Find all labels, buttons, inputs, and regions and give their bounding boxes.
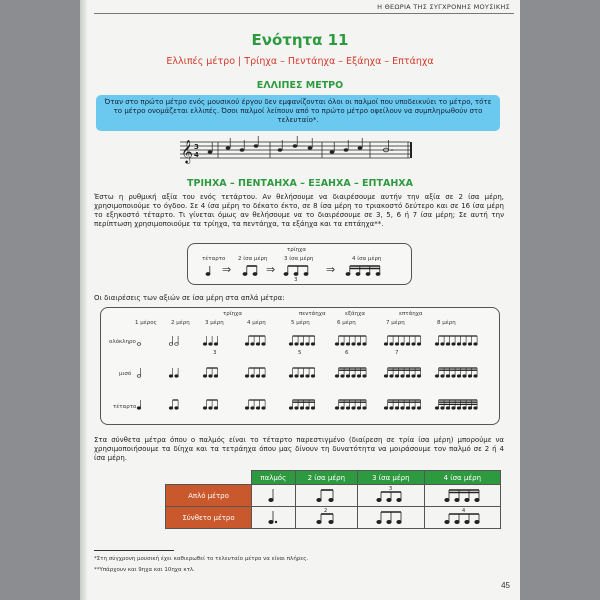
note-head: [256, 407, 260, 410]
note-head: [401, 375, 405, 378]
header-rule: [94, 13, 514, 14]
grid-tuplet-name: επτάηχα: [399, 311, 423, 317]
note-head: [363, 375, 367, 378]
svg-text:3: 3: [388, 485, 393, 492]
note-head: [463, 407, 467, 410]
note-head: [457, 407, 461, 410]
note-head: [357, 343, 361, 346]
note-head: [363, 343, 367, 346]
note-head: [412, 375, 416, 378]
note-head: [335, 375, 339, 378]
unit-subtitle: Ελλιπές μέτρο | Τρίηχα – Πεντάηχα – Εξάηχα – Επτάηχα: [166, 56, 434, 67]
table-header: 3 ίσα μέρη: [358, 471, 425, 485]
table-header: 2 ίσα μέρη: [295, 471, 357, 485]
division-label-4parts: 4 ίσα μέρη: [352, 256, 382, 262]
table-header: 4 ίσα μέρη: [424, 471, 500, 485]
note-head: [390, 343, 394, 346]
compound-meter-paragraph: Στα σύνθετα μέτρα όπου ο παλμός είναι το τέταρτο παρεστιγμένο (διαίρεση σε τρία ίσα μέρη) μπορούμε να χρησιμοποιήσουμε τα δίηχα και τα τετράηχα όπου μας δίνουν τη δυνατότητα να μοιράσουμε τον παλμό σε 2 ή 4 ίσα μέρη.: [94, 436, 504, 462]
grid-tuplet-name: πεντάηχα: [299, 311, 326, 317]
note-head: [335, 407, 339, 410]
note-head: [203, 407, 207, 410]
quadruplet-number: 4: [462, 507, 466, 514]
division-label-quarter: τέταρτο: [202, 256, 226, 262]
note-head: [452, 343, 456, 346]
tuplet-intro-paragraph: Έστω η ρυθμική αξία του ενός τετάρτου. Αν θελήσουμε να διαιρέσουμε αυτήν την αξία σε 2 ίσα μέρη, χρησιμοποιούμε το όγδοο. Σε 4 ίσα μέρη το δέκατο έκτο, σε 8 ίσα μέρη το τριακοστό δεύτερο και σε 16 ίσα μέρη το εξηκοστό τέταρτο. Τι γίνεται όμως αν θελήσουμε να το διαιρέσουμε σε 3, 5, 6 ή 7 ίσα μέρη; Σε αυτή την περίπτωση χρησιμοποιούμε τα τρίηχα, τα πεντάηχα, τα εξάηχα και τα επτάηχα**.: [94, 193, 504, 228]
unit-title: Ενότητα 11: [251, 31, 349, 49]
grid-col-header: 6 μέρη: [337, 320, 356, 326]
note-head: [306, 407, 310, 410]
music-staff-example: [170, 134, 440, 164]
note-head: [209, 375, 213, 378]
note-head: [251, 407, 255, 410]
grid-row-label-whole: ολόκληρο: [109, 339, 136, 345]
note-head: [256, 375, 260, 378]
note-head: [335, 343, 339, 346]
running-head: Η ΘΕΩΡΙΑ ΤΗΣ ΣΥΓΧΡΟΝΗΣ ΜΟΥΣΙΚΗΣ: [377, 3, 510, 11]
note-head: [446, 375, 450, 378]
note-head: [203, 375, 207, 378]
svg-text:4: 4: [194, 151, 199, 159]
table-cell: [358, 485, 425, 507]
note-head: [214, 375, 218, 378]
note-head: [175, 343, 179, 346]
grid-col-header: 2 μέρη: [171, 320, 190, 326]
note-head: [175, 407, 179, 410]
grid-row-label-quarter: τέταρτο: [113, 404, 137, 410]
grid-tuplet-number: 7: [395, 350, 399, 356]
note-head: [341, 375, 345, 378]
division-grid-box: [100, 307, 500, 425]
note-head: [295, 343, 299, 346]
note-head: [463, 343, 467, 346]
note-head: [256, 343, 260, 346]
note-head: [441, 407, 445, 410]
note-head: [262, 343, 266, 346]
arrow-right-icon: ⇒: [326, 264, 336, 276]
note-head: [417, 343, 421, 346]
note-head: [435, 375, 439, 378]
note-head: [468, 375, 472, 378]
note-head: [468, 343, 472, 346]
table-header: παλμός: [252, 471, 296, 485]
note-head: [406, 343, 410, 346]
note-head: [384, 407, 388, 410]
note-head: [457, 343, 461, 346]
division-label-3parts: 3 ίσα μέρη: [284, 256, 314, 262]
note-head: [306, 343, 310, 346]
note-head: [390, 407, 394, 410]
note-head: [300, 343, 304, 346]
note-head: [435, 407, 439, 410]
note-head: [474, 407, 478, 410]
table-cell: [252, 507, 296, 529]
note-head: [357, 407, 361, 410]
duplet-number: 2: [324, 507, 328, 514]
table-corner: [166, 471, 252, 485]
note-head: [311, 343, 315, 346]
note-head: [209, 407, 213, 410]
simple-meter-intro: Οι διαιρέσεις των αξιών σε ίσα μέρη στα απλά μέτρα:: [94, 294, 285, 302]
note-head: [441, 343, 445, 346]
division-example-box: [187, 243, 412, 285]
footnote-1: *Στη σύγχρονη μουσική έχει καθιερωθεί το τελευταίο μέτρο να είναι πλήρες.: [94, 556, 309, 562]
note-head: [306, 375, 310, 378]
note-head: [346, 407, 350, 410]
grid-tuplet-name: τρίηχα: [223, 311, 242, 317]
note-head: [452, 407, 456, 410]
note-head: [395, 375, 399, 378]
note-head: [169, 375, 173, 378]
note-head: [352, 407, 356, 410]
note-head: [203, 343, 207, 346]
table-cell: [295, 507, 357, 529]
footnote-rule: [94, 550, 174, 551]
note-head: [311, 375, 315, 378]
section-heading-incomplete-measure: ΕΛΛΙΠΕΣ ΜΕΤΡΟ: [256, 80, 344, 91]
grid-col-header: 1 μέρος: [135, 320, 157, 326]
note-head: [175, 375, 179, 378]
note-head: [300, 375, 304, 378]
note-head: [452, 375, 456, 378]
division-label-triplet: τρίηχα: [287, 247, 306, 253]
pulse-division-table: [165, 470, 501, 529]
grid-tuplet-number: 3: [213, 350, 217, 356]
note-head: [417, 407, 421, 410]
note-head: [262, 407, 266, 410]
division-grid-notation: [101, 308, 501, 426]
table-cell: [252, 485, 296, 507]
note-head: [341, 407, 345, 410]
note-head: [289, 375, 293, 378]
note-head: [474, 375, 478, 378]
note-head: [214, 343, 218, 346]
table-row-label-simple: Απλό μέτρο: [166, 485, 252, 507]
note-head: [395, 407, 399, 410]
page-number: 45: [501, 581, 510, 590]
note-head: [346, 343, 350, 346]
section-heading-tuplets: ΤΡΙΗΧΑ – ΠΕΝΤΑΗΧΑ – ΕΞΑΗΧΑ – ΕΠΤΑΗΧΑ: [187, 178, 413, 189]
note-head: [245, 343, 249, 346]
note-head: [457, 375, 461, 378]
grid-col-header: 5 μέρη: [291, 320, 310, 326]
book-page: [80, 0, 520, 600]
note-head: [463, 375, 467, 378]
note-head: [311, 407, 315, 410]
division-label-2parts: 2 ίσα μέρη: [238, 256, 268, 262]
note-head: [346, 375, 350, 378]
table-cell: [358, 507, 425, 529]
note-head: [251, 375, 255, 378]
note-head: [209, 343, 213, 346]
rhythm-notation: [188, 244, 413, 286]
note-head: [262, 375, 266, 378]
triplet-number: 3: [294, 277, 298, 283]
grid-col-header: 3 μέρη: [205, 320, 224, 326]
grid-col-header: 4 μέρη: [247, 320, 266, 326]
note-head: [446, 343, 450, 346]
note-head: [468, 407, 472, 410]
table-cell: [295, 485, 357, 507]
note-head: [406, 375, 410, 378]
table-cell: [424, 507, 500, 529]
note-head: [352, 343, 356, 346]
note-head: [441, 375, 445, 378]
table-row-label-compound: Σύνθετο μέτρο: [166, 507, 252, 529]
arrow-right-icon: ⇒: [222, 264, 232, 276]
note-head: [412, 407, 416, 410]
note-head: [417, 375, 421, 378]
svg-text:3: 3: [194, 143, 199, 151]
note-head: [352, 375, 356, 378]
note-head: [137, 375, 141, 378]
grid-tuplet-number: 5: [298, 350, 302, 356]
note-head: [474, 343, 478, 346]
note-head: [137, 343, 141, 346]
footnote-2: **Υπάρχουν και 9ηχα και 10ηχα κτλ.: [94, 567, 195, 573]
note-head: [169, 407, 173, 410]
note-head: [289, 343, 293, 346]
note-head: [295, 407, 299, 410]
note-head: [395, 343, 399, 346]
note-head: [435, 343, 439, 346]
note-head: [384, 343, 388, 346]
arrow-right-icon: ⇒: [266, 264, 276, 276]
note-head: [289, 407, 293, 410]
note-head: [214, 407, 218, 410]
note-head: [401, 407, 405, 410]
grid-tuplet-name: εξάηχα: [345, 311, 365, 317]
note-head: [341, 343, 345, 346]
note-head: [363, 407, 367, 410]
note-head: [300, 407, 304, 410]
note-head: [295, 375, 299, 378]
note-head: [245, 375, 249, 378]
note-head: [384, 375, 388, 378]
grid-tuplet-number: 6: [345, 350, 349, 356]
grid-col-header: 8 μέρη: [437, 320, 456, 326]
grid-col-header: 7 μέρη: [386, 320, 405, 326]
note-head: [412, 343, 416, 346]
note-head: [137, 407, 141, 410]
table-cell: [424, 485, 500, 507]
note-head: [169, 343, 173, 346]
note-head: [390, 375, 394, 378]
note-head: [357, 375, 361, 378]
grid-row-label-half: μισό: [119, 371, 132, 377]
definition-callout: Όταν στο πρώτο μέτρο ενός μουσικού έργου δεν εμφανίζονται όλοι οι παλμοί που υποδεικνύει το μέτρο, τότε το μέτρο ονομάζεται ελλιπές. Όσοι παλμοί λείπουν από το πρώτο μέτρο οφείλουν να συμπληρωθούν στο τελευταίο*.: [96, 95, 500, 131]
note-head: [245, 407, 249, 410]
note-head: [401, 343, 405, 346]
svg-text:𝄞: 𝄞: [181, 139, 193, 163]
note-head: [406, 407, 410, 410]
note-head: [446, 407, 450, 410]
note-head: [251, 343, 255, 346]
